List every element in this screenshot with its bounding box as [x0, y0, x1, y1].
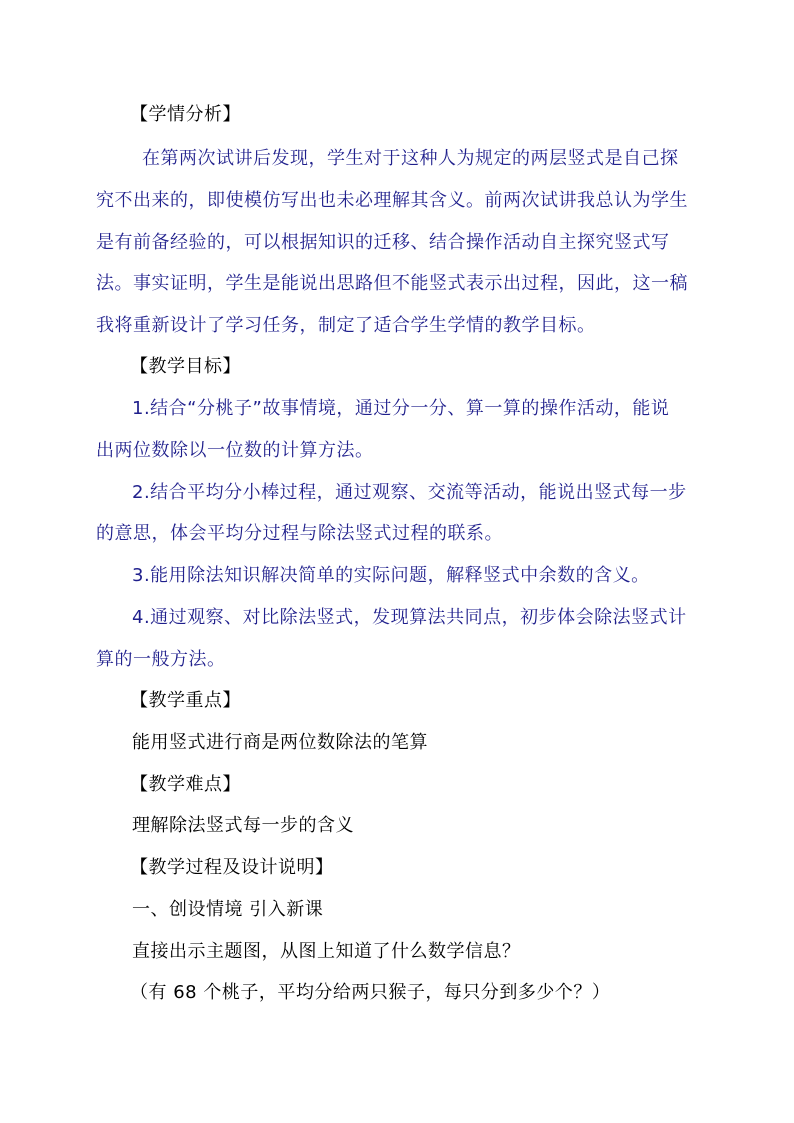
xueqing-line-4: 法。事实证明，学生是能说出思路但不能竖式表示出过程，因此，这一稿 — [96, 273, 688, 294]
mubiao-line-5: 3.能用除法知识解决简单的实际问题，解释竖式中余数的含义。 — [132, 565, 650, 586]
mubiao-line-4: 的意思，体会平均分过程与除法竖式过程的联系。 — [96, 523, 503, 544]
guocheng-line-2: 直接出示主题图，从图上知道了什么数学信息？ — [132, 941, 521, 962]
nandian-text: 理解除法竖式每一步的含义 — [132, 815, 354, 836]
mubiao-line-1: 1.结合“分桃子”故事情境，通过分一分、算一算的操作活动，能说 — [132, 398, 670, 419]
zhongdian-text: 能用竖式进行商是两位数除法的笔算 — [132, 732, 428, 753]
mubiao-line-2: 出两位数除以一位数的计算方法。 — [96, 440, 374, 461]
xueqing-line-3: 是有前备经验的，可以根据知识的迁移、结合操作活动自主探究竖式写 — [96, 232, 670, 253]
mubiao-line-3: 2.结合平均分小棒过程，通过观察、交流等活动，能说出竖式每一步 — [132, 482, 687, 503]
mubiao-line-6: 4.通过观察、对比除法竖式，发现算法共同点，初步体会除法竖式计 — [132, 607, 687, 628]
nandian-heading: 【教学难点】 — [130, 774, 241, 795]
xueqing-line-2: 究不出来的，即使模仿写出也未必理解其含义。前两次试讲我总认为学生 — [96, 190, 688, 211]
mubiao-line-7: 算的一般方法。 — [96, 649, 226, 670]
zhongdian-heading: 【教学重点】 — [130, 690, 241, 711]
guocheng-heading: 【教学过程及设计说明】 — [130, 857, 334, 878]
guocheng-line-3: （有 68 个桃子，平均分给两只猴子，每只分到多少个？） — [130, 982, 611, 1003]
mubiao-heading: 【教学目标】 — [130, 356, 241, 377]
xueqing-line-5: 我将重新设计了学习任务，制定了适合学生学情的教学目标。 — [96, 315, 596, 336]
xueqing-line-1: 在第两次试讲后发现，学生对于这种人为规定的两层竖式是自己探 — [142, 148, 679, 169]
guocheng-line-1: 一、创设情境 引入新课 — [132, 899, 324, 920]
xueqing-heading: 【学情分析】 — [130, 104, 241, 125]
